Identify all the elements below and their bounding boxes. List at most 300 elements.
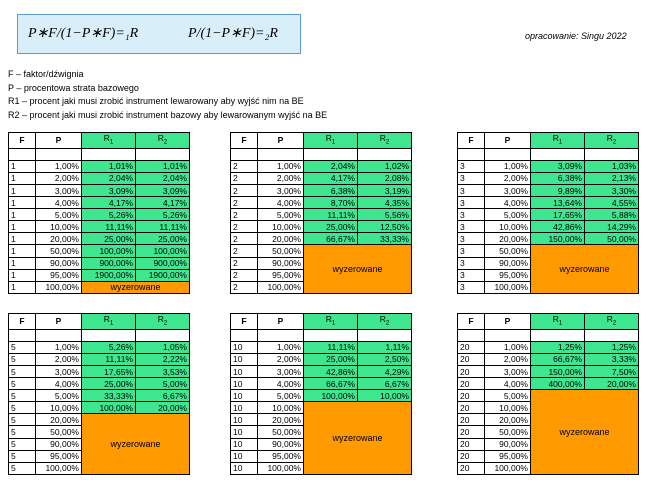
leverage-table-f20	[457, 313, 639, 475]
spacer-cell	[258, 329, 304, 341]
r2-cell: 33,33%	[358, 233, 412, 245]
r1-subscript: 1	[109, 139, 114, 146]
table-row	[231, 353, 412, 365]
loss-cell: 50,00%	[258, 245, 304, 257]
r1-cell: 400,00%	[531, 378, 585, 390]
r2-cell: 20,00%	[585, 378, 639, 390]
r1-symbol: R	[103, 314, 110, 324]
loss-cell: 50,00%	[485, 426, 531, 438]
r2-subscript: 2	[385, 320, 390, 327]
r2-cell: 50,00%	[585, 233, 639, 245]
loss-cell: 90,00%	[36, 438, 82, 450]
loss-cell: 2,00%	[485, 172, 531, 184]
factor-cell: 5	[9, 378, 36, 390]
table-row	[9, 233, 190, 245]
r2-symbol: R	[379, 133, 386, 143]
r2-cell: 3,53%	[136, 365, 190, 377]
factor-cell: 3	[458, 221, 485, 233]
r2-cell: 6,67%	[358, 378, 412, 390]
r2-cell: 1,03%	[585, 160, 639, 172]
factor-cell: 20	[458, 341, 485, 353]
loss-cell: 3,00%	[485, 184, 531, 196]
r1-cell: 100,00%	[82, 245, 136, 257]
r1-cell: 150,00%	[531, 365, 585, 377]
r1-cell: 13,64%	[531, 197, 585, 209]
r2-cell: 1,05%	[136, 341, 190, 353]
r1-subscript: 1	[331, 139, 336, 146]
formula-box	[17, 14, 301, 54]
spacer-cell	[458, 329, 485, 341]
r2-subscript: 2	[385, 139, 390, 146]
header-r2	[358, 133, 412, 149]
factor-cell: 2	[231, 184, 258, 196]
factor-cell: 20	[458, 378, 485, 390]
loss-cell: 10,00%	[258, 221, 304, 233]
factor-cell: 3	[458, 281, 485, 293]
table-row	[9, 365, 190, 377]
loss-cell: 20,00%	[36, 233, 82, 245]
factor-cell: 20	[458, 365, 485, 377]
loss-cell: 5,00%	[258, 209, 304, 221]
r2-cell: 1,25%	[585, 341, 639, 353]
loss-cell: 90,00%	[36, 257, 82, 269]
r1-cell: 17,65%	[531, 209, 585, 221]
loss-cell: 20,00%	[485, 233, 531, 245]
r1-subscript: 1	[331, 320, 336, 327]
loss-cell: 1,00%	[258, 341, 304, 353]
loss-cell: 1,00%	[258, 160, 304, 172]
loss-cell: 2,00%	[258, 353, 304, 365]
r2-cell: 4,17%	[136, 197, 190, 209]
r1-cell: 25,00%	[304, 221, 358, 233]
factor-cell: 2	[231, 172, 258, 184]
spacer-cell	[304, 148, 358, 160]
spacer-cell	[136, 148, 190, 160]
header-p: P	[258, 314, 304, 330]
spacer-cell	[485, 148, 531, 160]
factor-cell: 3	[458, 269, 485, 281]
factor-cell: 3	[458, 209, 485, 221]
table-row	[231, 341, 412, 353]
factor-cell: 1	[9, 233, 36, 245]
r1-cell: 25,00%	[82, 378, 136, 390]
factor-cell: 2	[231, 257, 258, 269]
r2-cell: 1,02%	[358, 160, 412, 172]
factor-cell: 5	[9, 426, 36, 438]
header-r2	[358, 314, 412, 330]
loss-cell: 100,00%	[258, 281, 304, 293]
r1-cell: 100,00%	[82, 402, 136, 414]
loss-cell: 90,00%	[258, 257, 304, 269]
loss-cell: 4,00%	[36, 197, 82, 209]
loss-cell: 90,00%	[258, 438, 304, 450]
loss-cell: 4,00%	[258, 378, 304, 390]
header-r1	[531, 133, 585, 149]
r2-cell: 100,00%	[136, 245, 190, 257]
loss-cell: 4,00%	[485, 378, 531, 390]
r2-cell: 25,00%	[136, 233, 190, 245]
r1-cell: 2,04%	[304, 160, 358, 172]
loss-cell: 20,00%	[36, 414, 82, 426]
r2-cell: 1900,00%	[136, 269, 190, 281]
r2-cell: 3,09%	[136, 184, 190, 196]
factor-cell: 1	[9, 281, 36, 293]
factor-cell: 10	[231, 365, 258, 377]
r2-cell: 11,11%	[136, 221, 190, 233]
loss-cell: 50,00%	[36, 426, 82, 438]
r1-cell: 33,33%	[82, 390, 136, 402]
r2-cell: 5,88%	[585, 209, 639, 221]
table-row	[458, 245, 639, 257]
r2-cell: 5,56%	[358, 209, 412, 221]
r2-symbol: R	[606, 314, 613, 324]
factor-cell: 1	[9, 172, 36, 184]
loss-cell: 95,00%	[258, 450, 304, 462]
zeroed-label: wyzerowane	[82, 281, 190, 293]
loss-cell: 100,00%	[258, 462, 304, 474]
r1-cell: 9,89%	[531, 184, 585, 196]
table-row	[231, 160, 412, 172]
header-r1	[304, 314, 358, 330]
loss-cell: 3,00%	[485, 365, 531, 377]
table-row	[9, 414, 190, 426]
r1-cell: 11,11%	[82, 221, 136, 233]
factor-cell: 10	[231, 426, 258, 438]
loss-cell: 20,00%	[485, 414, 531, 426]
r1-cell: 11,11%	[304, 209, 358, 221]
factor-cell: 20	[458, 390, 485, 402]
r2-cell: 14,29%	[585, 221, 639, 233]
r2-cell: 10,00%	[358, 390, 412, 402]
zeroed-label: wyzerowane	[531, 390, 639, 475]
table-row	[458, 197, 639, 209]
leverage-table-f1	[8, 132, 190, 294]
loss-cell: 20,00%	[258, 233, 304, 245]
factor-cell: 1	[9, 269, 36, 281]
table-row	[9, 390, 190, 402]
factor-cell: 20	[458, 353, 485, 365]
r1-cell: 1,01%	[82, 160, 136, 172]
loss-cell: 2,00%	[485, 353, 531, 365]
r1-cell: 6,38%	[531, 172, 585, 184]
r2-cell: 20,00%	[136, 402, 190, 414]
loss-cell: 5,00%	[485, 209, 531, 221]
loss-cell: 3,00%	[258, 365, 304, 377]
spacer-cell	[231, 148, 258, 160]
header-p: P	[485, 314, 531, 330]
factor-cell: 5	[9, 365, 36, 377]
r1-cell: 1900,00%	[82, 269, 136, 281]
r1-cell: 11,11%	[304, 341, 358, 353]
factor-cell: 1	[9, 257, 36, 269]
r1-cell: 17,65%	[82, 365, 136, 377]
table-row	[458, 378, 639, 390]
header-f: F	[458, 314, 485, 330]
table-row	[231, 245, 412, 257]
table-row	[231, 233, 412, 245]
r1-cell: 3,09%	[531, 160, 585, 172]
spacer-cell	[82, 148, 136, 160]
factor-cell: 10	[231, 462, 258, 474]
loss-cell: 5,00%	[485, 390, 531, 402]
spacer-cell	[531, 148, 585, 160]
header-f: F	[9, 133, 36, 149]
r2-cell: 4,55%	[585, 197, 639, 209]
spacer-cell	[585, 148, 639, 160]
factor-cell: 2	[231, 209, 258, 221]
r1-cell: 11,11%	[82, 353, 136, 365]
spacer-cell	[485, 329, 531, 341]
loss-cell: 1,00%	[36, 160, 82, 172]
factor-cell: 10	[231, 378, 258, 390]
loss-cell: 95,00%	[36, 269, 82, 281]
factor-cell: 5	[9, 438, 36, 450]
loss-cell: 95,00%	[258, 269, 304, 281]
r1-cell: 6,38%	[304, 184, 358, 196]
loss-cell: 1,00%	[485, 341, 531, 353]
formula-r1: P∗F/(1−P∗F)=₁R	[28, 26, 139, 41]
r2-cell: 2,22%	[136, 353, 190, 365]
r2-cell: 2,13%	[585, 172, 639, 184]
loss-cell: 1,00%	[485, 160, 531, 172]
header-r1	[82, 314, 136, 330]
loss-cell: 50,00%	[258, 426, 304, 438]
factor-cell: 10	[231, 402, 258, 414]
header-p: P	[36, 314, 82, 330]
table-row	[458, 221, 639, 233]
header-r1	[531, 314, 585, 330]
spacer-cell	[358, 329, 412, 341]
loss-cell: 4,00%	[485, 197, 531, 209]
factor-cell: 10	[231, 414, 258, 426]
zeroed-label: wyzerowane	[82, 414, 190, 474]
spacer-cell	[531, 329, 585, 341]
r1-subscript: 1	[109, 320, 114, 327]
r1-cell: 4,17%	[82, 197, 136, 209]
factor-cell: 2	[231, 160, 258, 172]
factor-cell: 20	[458, 402, 485, 414]
r1-symbol: R	[325, 314, 332, 324]
spacer-cell	[82, 329, 136, 341]
header-f: F	[9, 314, 36, 330]
table-row	[9, 269, 190, 281]
loss-cell: 10,00%	[36, 402, 82, 414]
table-row	[9, 184, 190, 196]
leverage-table-f2	[230, 132, 412, 294]
r2-symbol: R	[379, 314, 386, 324]
r2-cell: 2,04%	[136, 172, 190, 184]
r2-cell: 3,33%	[585, 353, 639, 365]
r1-cell: 8,70%	[304, 197, 358, 209]
factor-cell: 1	[9, 160, 36, 172]
table-row	[231, 197, 412, 209]
factor-cell: 3	[458, 160, 485, 172]
zeroed-label: wyzerowane	[531, 245, 639, 293]
r2-cell: 12,50%	[358, 221, 412, 233]
header-r1	[82, 133, 136, 149]
loss-cell: 2,00%	[258, 172, 304, 184]
loss-cell: 2,00%	[36, 172, 82, 184]
loss-cell: 1,00%	[36, 341, 82, 353]
factor-cell: 5	[9, 462, 36, 474]
r1-cell: 25,00%	[304, 353, 358, 365]
spacer-cell	[9, 148, 36, 160]
factor-cell: 20	[458, 438, 485, 450]
table-row	[458, 233, 639, 245]
author-credit: opracowanie: Singu 2022	[525, 31, 627, 41]
header-r2	[136, 314, 190, 330]
loss-cell: 4,00%	[36, 378, 82, 390]
r2-subscript: 2	[612, 139, 617, 146]
factor-cell: 5	[9, 353, 36, 365]
legend	[8, 68, 327, 122]
r1-cell: 42,86%	[304, 365, 358, 377]
r2-cell: 5,00%	[136, 378, 190, 390]
table-row	[231, 378, 412, 390]
factor-cell: 10	[231, 438, 258, 450]
r2-cell: 1,01%	[136, 160, 190, 172]
r1-cell: 2,04%	[82, 172, 136, 184]
header-r2	[136, 133, 190, 149]
factor-cell: 3	[458, 172, 485, 184]
r2-cell: 2,50%	[358, 353, 412, 365]
loss-cell: 5,00%	[36, 390, 82, 402]
r2-cell: 5,26%	[136, 209, 190, 221]
loss-cell: 95,00%	[485, 269, 531, 281]
factor-cell: 2	[231, 245, 258, 257]
r1-symbol: R	[325, 133, 332, 143]
table-row	[9, 209, 190, 221]
r1-cell: 25,00%	[82, 233, 136, 245]
header-f: F	[458, 133, 485, 149]
factor-cell: 1	[9, 209, 36, 221]
factor-cell: 5	[9, 341, 36, 353]
table-row	[458, 353, 639, 365]
r1-cell: 5,26%	[82, 209, 136, 221]
spacer-cell	[136, 329, 190, 341]
leverage-table-f10	[230, 313, 412, 475]
r2-cell: 2,08%	[358, 172, 412, 184]
formula-r2: P/(1−P∗F)=₂R	[188, 26, 278, 41]
table-row	[231, 184, 412, 196]
loss-cell: 50,00%	[485, 245, 531, 257]
factor-cell: 10	[231, 341, 258, 353]
header-f: F	[231, 133, 258, 149]
header-r2	[585, 133, 639, 149]
r2-cell: 4,35%	[358, 197, 412, 209]
loss-cell: 4,00%	[258, 197, 304, 209]
factor-cell: 10	[231, 390, 258, 402]
spacer-cell	[258, 148, 304, 160]
header-p: P	[36, 133, 82, 149]
r1-cell: 4,17%	[304, 172, 358, 184]
factor-cell: 5	[9, 450, 36, 462]
table-row	[9, 221, 190, 233]
r1-symbol: R	[103, 133, 110, 143]
zeroed-label: wyzerowane	[304, 402, 412, 475]
loss-cell: 2,00%	[36, 353, 82, 365]
spacer-cell	[304, 329, 358, 341]
r2-cell: 7,50%	[585, 365, 639, 377]
table-row	[231, 221, 412, 233]
r2-subscript: 2	[163, 320, 168, 327]
loss-cell: 10,00%	[485, 221, 531, 233]
zeroed-label: wyzerowane	[304, 245, 412, 293]
table-row	[458, 390, 639, 402]
leverage-table-f3	[457, 132, 639, 294]
table-row	[9, 257, 190, 269]
loss-cell: 100,00%	[485, 281, 531, 293]
r2-cell: 4,29%	[358, 365, 412, 377]
table-row	[9, 172, 190, 184]
spacer-cell	[231, 329, 258, 341]
header-r2	[585, 314, 639, 330]
r1-cell: 150,00%	[531, 233, 585, 245]
table-row	[458, 341, 639, 353]
factor-cell: 5	[9, 402, 36, 414]
factor-cell: 5	[9, 390, 36, 402]
factor-cell: 2	[231, 269, 258, 281]
table-row	[9, 378, 190, 390]
table-row	[231, 390, 412, 402]
loss-cell: 10,00%	[36, 221, 82, 233]
factor-cell: 3	[458, 233, 485, 245]
table-row	[9, 341, 190, 353]
r2-cell: 6,67%	[136, 390, 190, 402]
r1-subscript: 1	[558, 320, 563, 327]
r2-cell: 1,11%	[358, 341, 412, 353]
r1-symbol: R	[552, 133, 559, 143]
factor-cell: 20	[458, 462, 485, 474]
loss-cell: 50,00%	[36, 245, 82, 257]
spacer-cell	[358, 148, 412, 160]
table-row	[458, 365, 639, 377]
r2-subscript: 2	[163, 139, 168, 146]
r2-cell: 3,30%	[585, 184, 639, 196]
r1-cell: 3,09%	[82, 184, 136, 196]
r1-cell: 900,00%	[82, 257, 136, 269]
table-row	[458, 184, 639, 196]
factor-cell: 10	[231, 353, 258, 365]
header-p: P	[485, 133, 531, 149]
factor-cell: 3	[458, 257, 485, 269]
table-row	[231, 209, 412, 221]
factor-cell: 1	[9, 184, 36, 196]
loss-cell: 5,00%	[36, 209, 82, 221]
factor-cell: 5	[9, 414, 36, 426]
header-r1	[304, 133, 358, 149]
table-row	[9, 245, 190, 257]
header-p: P	[258, 133, 304, 149]
table-row	[458, 160, 639, 172]
r1-cell: 42,86%	[531, 221, 585, 233]
r1-cell: 5,26%	[82, 341, 136, 353]
loss-cell: 100,00%	[36, 281, 82, 293]
legend-line-r1: R1 – procent jaki musi zrobić instrument lewarowany aby wyjść nim na BE	[8, 96, 304, 107]
table-row	[458, 172, 639, 184]
factor-cell: 3	[458, 184, 485, 196]
factor-cell: 2	[231, 197, 258, 209]
loss-cell: 95,00%	[36, 450, 82, 462]
table-row	[231, 365, 412, 377]
table-row	[458, 209, 639, 221]
factor-cell: 20	[458, 426, 485, 438]
r2-cell: 900,00%	[136, 257, 190, 269]
factor-cell: 3	[458, 245, 485, 257]
r2-symbol: R	[606, 133, 613, 143]
loss-cell: 10,00%	[258, 402, 304, 414]
loss-cell: 90,00%	[485, 257, 531, 269]
